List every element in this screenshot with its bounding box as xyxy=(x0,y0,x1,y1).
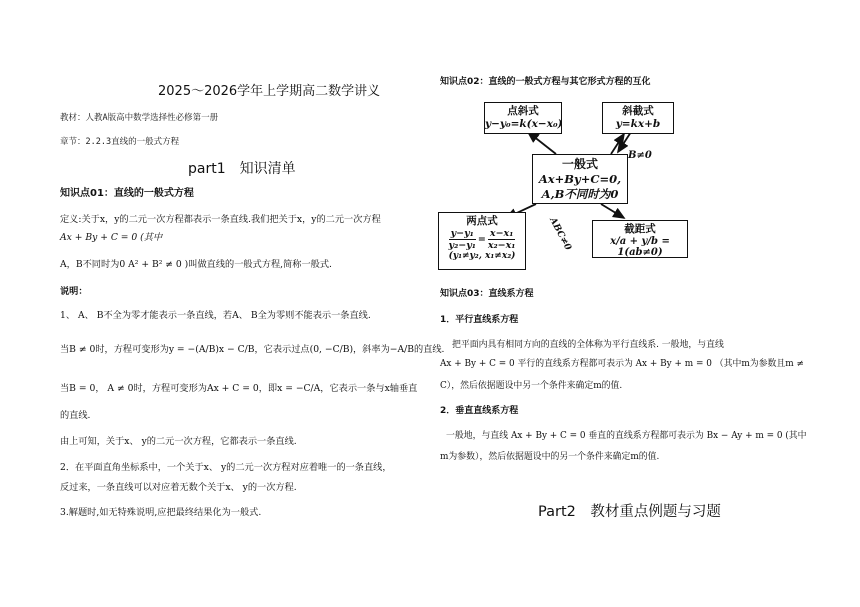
k3-title: 知识点03：直线系方程 xyxy=(440,289,534,299)
conversion-diagram xyxy=(436,92,706,272)
arrow-from-slope-intercept xyxy=(618,132,631,152)
note-6: 3.解题时,如无特殊说明,应把最终结果化为一般式. xyxy=(60,507,262,518)
box-point-slope xyxy=(484,102,562,134)
chapter-info: 章节：2.2.3直线的一般式方程 xyxy=(60,137,180,147)
k1-title: 知识点01：直线的一般式方程 xyxy=(60,188,194,199)
note-5: 2．在平面直角坐标系中，一个关于x、 y的二元一次方程对应着唯一的一条直线， xyxy=(60,462,392,473)
parallel-line3: C），然后依据题设中另一个条件来确定m的值. xyxy=(440,381,623,391)
perpendicular-line1: 一般地，与直线 Ax + By + C = 0 垂直的直线系方程都可表示为 Bx − Ay + m = 0 (其中 xyxy=(446,431,807,441)
two-point-num1: y−y₁ xyxy=(449,228,476,240)
arrow-to-slope-intercept xyxy=(611,134,624,154)
k1-def-line1: 定义:关于x，y的二元一次方程都表示一条直线.我们把关于x，y的二元一次方程 xyxy=(60,214,381,225)
perpendicular-heading: 2．垂直直线系方程 xyxy=(440,406,519,416)
note-3b: 的直线. xyxy=(60,410,91,421)
general-formula: Ax+By+C=0, xyxy=(538,172,622,186)
general-name: 一般式 xyxy=(561,157,598,171)
two-point-num2: x−x₁ xyxy=(488,228,516,240)
general-condition: A,B不同时为0 xyxy=(541,187,619,201)
textbook-info: 教材：人教A版高中数学选择性必修第一册 xyxy=(60,113,219,123)
note-2: 当B ≠ 0时，方程可变形为y = −(A/B)x − C/B，它表示过点(0, −C/B)，斜率为−A/B的直线. xyxy=(60,344,445,355)
part2-heading: Part2 教材重点例题与习题 xyxy=(538,504,721,520)
slope-intercept-formula: y=kx+b xyxy=(615,118,661,130)
perpendicular-line2: m为参数），然后依据题设中的另一个条件来确定m的值. xyxy=(440,452,660,462)
label-abc-nonzero: ABC≠0 xyxy=(547,216,573,253)
note-1: 1、 A、 B不全为零才能表示一条直线，若A、 B全为零则不能表示一条直线. xyxy=(60,310,371,321)
box-two-point xyxy=(438,212,526,270)
note-4: 由上可知，关于x、 y的二元一次方程，它都表示一条直线. xyxy=(60,436,297,447)
page-title: 2025～2026学年上学期高二数学讲义 xyxy=(158,84,381,99)
parallel-heading: 1．平行直线系方程 xyxy=(440,315,519,325)
note-5b: 反过来，一条直线可以对应着无数个关于x、 y的一次方程. xyxy=(60,482,297,493)
two-point-den2: x₂−x₁ xyxy=(487,240,516,251)
slope-intercept-name: 斜截式 xyxy=(622,105,654,117)
intercept-formula: x/a + y/b = 1(ab≠0) xyxy=(610,236,670,258)
parallel-line1: 把平面内具有相同方向的直线的全体称为平行直线系. 一般地，与直线 xyxy=(452,340,724,350)
part1-heading: part1 知识清单 xyxy=(188,161,296,177)
note-label: 说明： xyxy=(60,286,88,297)
arrow-to-point-slope xyxy=(528,132,556,154)
k1-def-line3: A，B不同时为0 A² + B² ≠ 0 )叫做直线的一般式方程,简称一般式. xyxy=(60,259,332,270)
parallel-line2: Ax + By + C = 0 平行的直线系方程都可表示为 Ax + By + m = 0 （其中m为参数且m ≠ xyxy=(440,359,804,369)
box-intercept xyxy=(592,220,688,258)
point-slope-formula: y−y₀=k(x−x₀) xyxy=(485,118,563,130)
intercept-name: 截距式 xyxy=(624,223,656,235)
box-general xyxy=(532,154,628,204)
two-point-condition: (y₁≠y₂, x₁≠x₂) xyxy=(448,251,516,261)
k2-title: 知识点02：直线的一般式方程与其它形式方程的互化 xyxy=(440,77,651,87)
point-slope-name: 点斜式 xyxy=(507,105,539,117)
k1-def-line2: Ax + By + C = 0 (其中 xyxy=(60,232,163,243)
two-point-name: 两点式 xyxy=(466,215,498,227)
two-point-fraction-row: $\frac{\text{y−y₁}}{\text{y₂−y₁}}$ = $\frac{\text{x−x₁}}{\text{x₂−x₁}}$ xyxy=(448,228,516,251)
box-slope-intercept xyxy=(602,102,674,134)
arrow-to-intercept xyxy=(601,204,624,218)
two-point-den1: y₂−y₁ xyxy=(448,240,476,251)
note-3: 当B = 0， A ≠ 0时，方程可变形为Ax + C = 0，即x = −C/A，它表示一条与x轴垂直 xyxy=(60,383,418,394)
label-b-nonzero: B≠0 xyxy=(628,150,652,161)
